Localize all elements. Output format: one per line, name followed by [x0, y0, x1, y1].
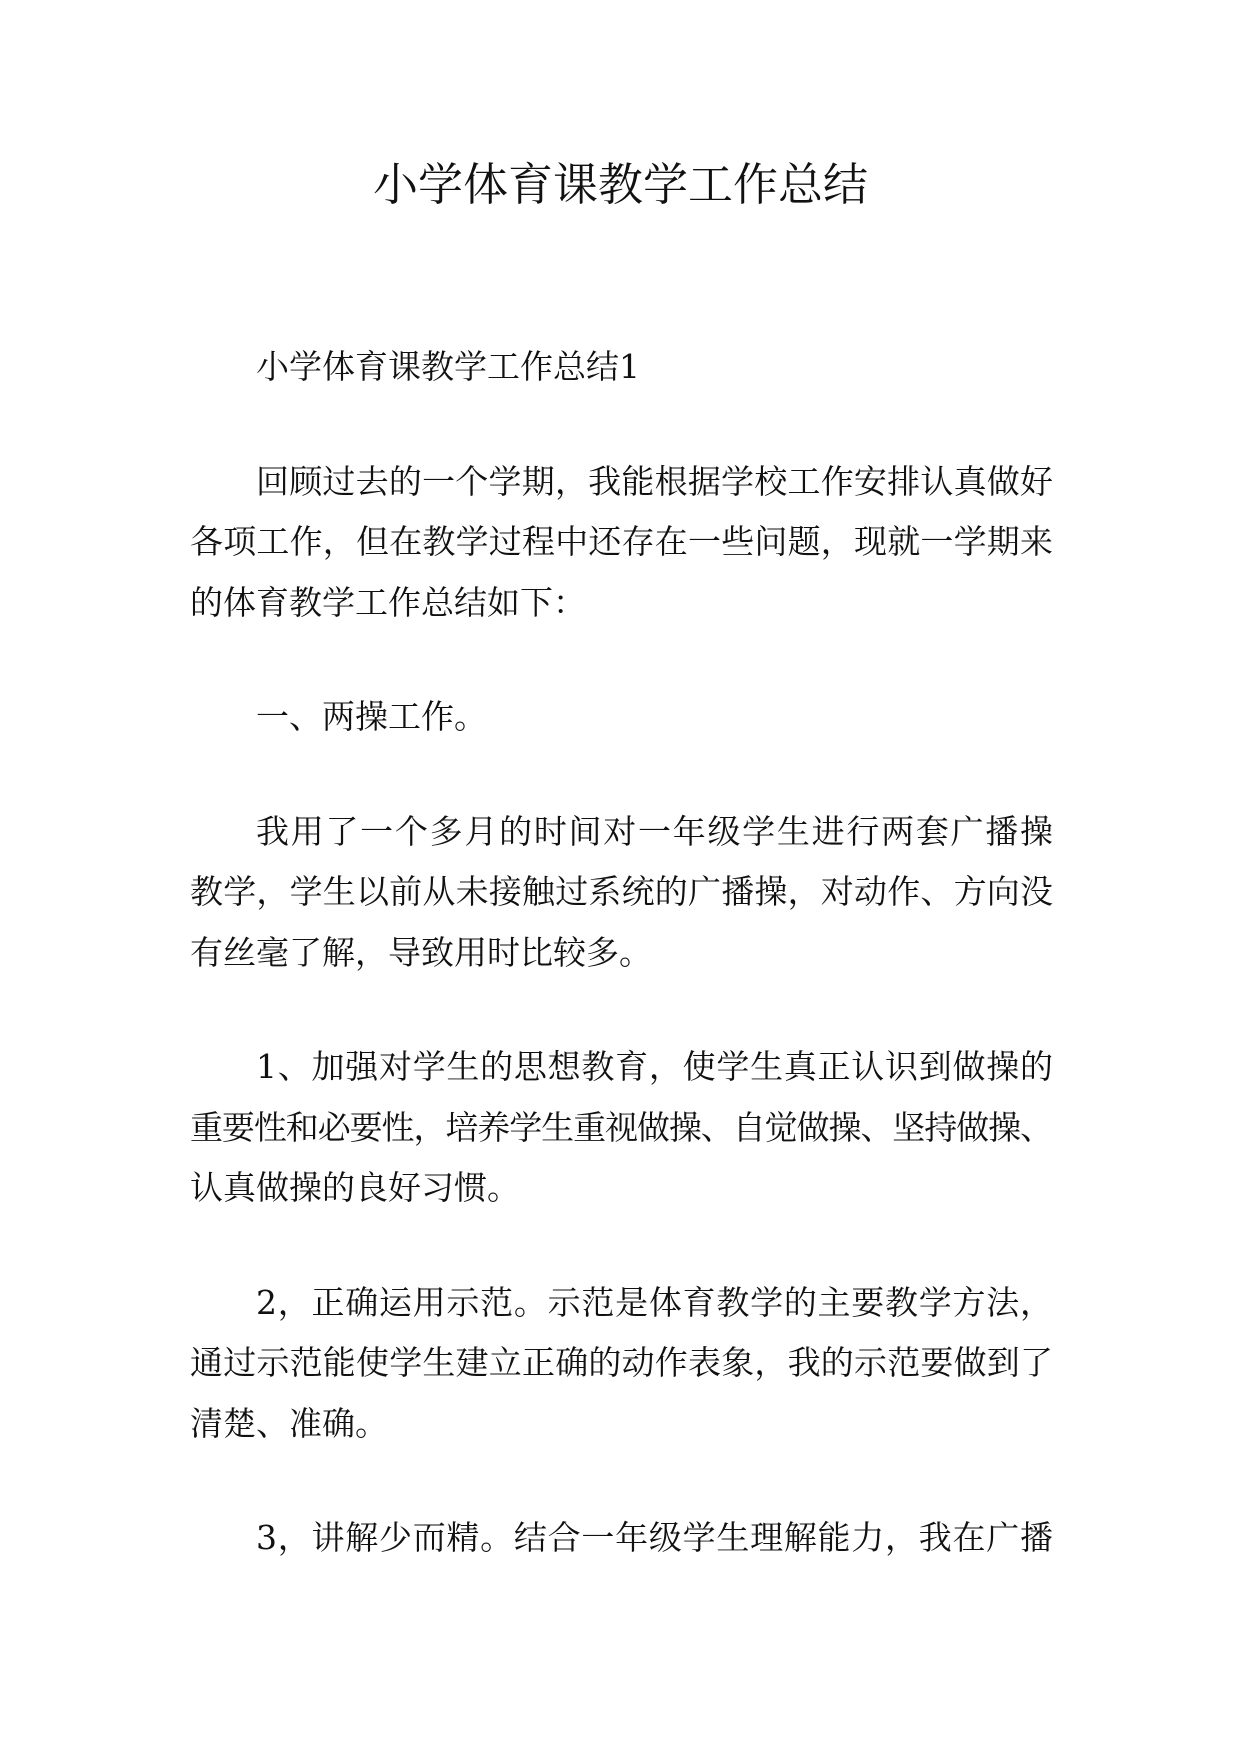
- text-line: [190, 802, 1053, 863]
- line-text: 清楚、准确。: [190, 1403, 388, 1443]
- line-text: 2，正确运用示范。示范是体育教学的主要教学方法，: [256, 1282, 1054, 1322]
- text-line: [190, 1394, 1053, 1455]
- line-text: 各项工作，但在教学过程中还存在一些问题，现就一学期来: [190, 522, 1054, 561]
- document-title: 小学体育课教学工作总结: [372, 158, 868, 211]
- document-body: [190, 337, 1053, 1623]
- text-line: [190, 452, 1053, 513]
- line-text: 1、加强对学生的思想教育，使学生真正认识到做操的: [256, 1047, 1054, 1086]
- line-text: 3，讲解少而精。结合一年级学生理解能力，我在广播: [256, 1518, 1054, 1557]
- text-line: [190, 862, 1053, 923]
- text-line: [190, 1508, 1053, 1569]
- text-line: [190, 1273, 1053, 1334]
- text-line: [190, 1158, 1053, 1219]
- text-line: [190, 687, 1053, 748]
- section-heading: [190, 687, 1053, 748]
- list-item-1: [190, 1037, 1053, 1219]
- line-text: 小学体育课教学工作总结1: [256, 347, 640, 386]
- line-text: 我用了一个多月的时间对一年级学生进行两套广播操: [256, 811, 1055, 851]
- text-line: [190, 512, 1053, 573]
- body-paragraph: [190, 802, 1053, 984]
- text-line: [190, 1037, 1053, 1098]
- line-text: 通过示范能使学生建立正确的动作表象，我的示范要做到了: [190, 1343, 1054, 1382]
- list-item-3: [190, 1508, 1053, 1569]
- line-text: 教学，学生以前从未接触过系统的广播操，对动作、方向没: [190, 872, 1054, 911]
- text-line: [190, 923, 1053, 984]
- line-text: 有丝毫了解，导致用时比较多。: [190, 932, 652, 972]
- line-text: 重要性和必要性，培养学生重视做操、自觉做操、坚持做操、: [190, 1107, 1052, 1147]
- text-line: [190, 337, 1053, 398]
- text-line: [190, 1098, 1053, 1159]
- text-line: [190, 573, 1053, 634]
- line-text: 一、两操工作。: [256, 697, 487, 736]
- line-text: 认真做操的良好习惯。: [190, 1168, 520, 1207]
- line-text: 的体育教学工作总结如下：: [190, 582, 586, 622]
- intro-paragraph: [190, 452, 1053, 634]
- line-text: 回顾过去的一个学期，我能根据学校工作安排认真做好: [256, 461, 1054, 501]
- subtitle-paragraph: [190, 337, 1053, 398]
- list-item-2: [190, 1273, 1053, 1455]
- text-line: [190, 1333, 1053, 1394]
